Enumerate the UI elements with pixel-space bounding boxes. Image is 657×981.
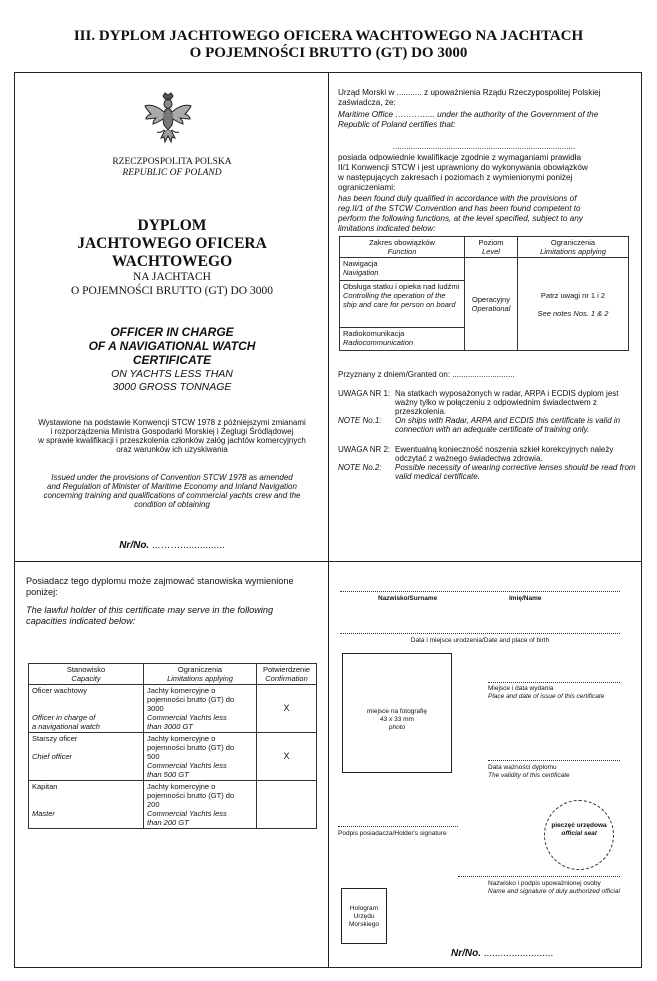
qualification-pl-2: II/1 Konwencji STCW i jest uprawniony do wykonywania obowiązków xyxy=(338,163,588,172)
title-en-line-1: OFFICER IN CHARGE xyxy=(110,325,234,339)
center-fold-line xyxy=(328,72,329,968)
limitations-cell: Jachty komercyjne o pojemności brutto (GT) do 200 Commercial Yachts less than 200 GT xyxy=(144,781,257,829)
official-dotted-line xyxy=(458,876,620,877)
seal-label-2: official seal xyxy=(561,830,597,837)
certificate-number-front-value: ...……................ xyxy=(151,540,225,551)
function-radiocommunication: Radiokomunikacja Radiocommunication xyxy=(340,328,465,351)
issued-pl-line-2: i rozporządzenia Ministra Gospodarki Morskiej i Żeglugi Śródlądowej xyxy=(50,427,294,436)
title-en-line-3: CERTIFICATE xyxy=(132,353,212,367)
holder-name-dotted-line: .................................................................................. xyxy=(392,142,576,151)
certificate-number-back-value: ......................... xyxy=(483,948,554,959)
qualification-en-2: reg.II/1 of the STCW Convention and has been found competent to xyxy=(338,204,581,213)
qualification-en-3: perform the following functions, at the level specified, subject to any xyxy=(338,214,583,223)
subtitle-pl-line-2: O POJEMNOŚCI BRUTTO (GT) DO 3000 xyxy=(70,285,273,297)
note1-pl-3: przeszkolenia. xyxy=(395,407,447,416)
middle-fold-line xyxy=(14,561,642,562)
document-title-line-2: O POJEMNOŚCI BRUTTO (GT) DO 3000 xyxy=(189,45,468,61)
signature-dotted-line xyxy=(338,826,458,827)
capacities-table xyxy=(28,663,317,829)
note1-en-1: On ships with Radar, ARPA and ECDIS this certificate is valid in xyxy=(395,416,621,425)
office-line-pl-2: zaświadcza, że: xyxy=(338,98,396,107)
issued-en-line-4: condition of obtaining xyxy=(134,500,210,509)
note2-label-en: NOTE No.2: xyxy=(338,463,382,472)
confirmation-cell: X xyxy=(257,733,317,781)
limitations-cell: Jachty komercyjne o pojemności brutto (GT) do 500 Commercial Yachts less than 500 GT xyxy=(144,733,257,781)
table-row xyxy=(29,781,317,829)
confirmation-cell xyxy=(257,781,317,829)
limitations-cell: Patrz uwagi nr 1 i 2 See notes Nos. 1 & 2 xyxy=(518,258,629,351)
functions-table-header xyxy=(340,237,629,258)
function-header: Zakres obowiązków Function xyxy=(340,237,465,258)
note1-en-2: connection with an adequate certificate of training only. xyxy=(395,425,590,434)
hologram-label-2: Urzędu xyxy=(353,913,375,920)
capacities-en-2: capacities indicated below: xyxy=(26,616,136,626)
limitations-header: Ograniczenia Limitations applying xyxy=(518,237,629,258)
issued-en-line-3: concerning training and qualifications of commercial yachts crew and the xyxy=(43,491,301,500)
issued-en-line-1: Issued under the provisions of Convention STCW 1978 as amended xyxy=(51,473,293,482)
note2-label-pl: UWAGA NR 2: xyxy=(338,445,391,454)
note1-pl-1: Na statkach wyposażonych w radar, ARPA i ECDIS dyplom jest xyxy=(395,389,619,398)
official-label-pl: Nazwisko i podpis upoważnionej osoby xyxy=(488,880,601,887)
note1-pl-2: ważny tylko w połączeniu z odpowiednim świadectwem z xyxy=(395,398,597,407)
issued-pl-line-3: w sprawie kwalifikacji i przeszkolenia członków załóg jachtów komercyjnych xyxy=(38,436,306,445)
subtitle-en-line-2: 3000 GROSS TONNAGE xyxy=(112,381,232,393)
limitations-cell: Jachty komercyjne o pojemności brutto (GT) do 3000 Commercial Yachts less than 3000 GT xyxy=(144,685,257,733)
capacity-header: Stanowisko Capacity xyxy=(29,664,144,685)
photo-label-3: photo xyxy=(388,724,406,731)
title-pl-line-3: WACHTOWEGO xyxy=(111,253,233,270)
note2-pl-1: Ewentualną konieczność noszenia szkieł korekcyjnych należy xyxy=(395,445,614,454)
dob-dotted-line xyxy=(340,633,620,634)
issue-label-en: Place and date of issue of this certificate xyxy=(488,693,605,700)
granted-on: Przyznany z dniem/Granted on: ............................ xyxy=(338,370,515,379)
title-en-line-2: OF A NAVIGATIONAL WATCH xyxy=(88,339,256,353)
capacities-en-1: The lawful holder of this certificate may serve in the following xyxy=(26,605,274,615)
function-ship-operation: Obsługa statku i opieka nad ludźmi Controlling the operation of the ship and care for person on board xyxy=(340,281,465,328)
validity-label-pl: Data ważności dyplomu xyxy=(488,764,557,771)
note2-en-2: valid medical certificate. xyxy=(395,472,480,481)
capacity-limitations-header: Ograniczenia Limitations applying xyxy=(144,664,257,685)
confirmation-header: Potwierdzenie Confirmation xyxy=(257,664,317,685)
issued-pl-line-4: oraz warunków ich uzyskiwania xyxy=(116,445,228,454)
document-title-line-1: III. DYPLOM JACHTOWEGO OFICERA WACHTOWEGO NA JACHTACH xyxy=(73,28,584,44)
validity-dotted-line xyxy=(488,760,620,761)
level-cell: Operacyjny Operational xyxy=(465,258,518,351)
issued-en-line-2: and Regulation of Minister of Maritime Economy and Inland Navigation xyxy=(47,482,297,491)
qualification-en-1: has been found duly qualified in accordance with the provisions of xyxy=(338,194,577,203)
table-row xyxy=(29,685,317,733)
capacities-pl-1: Posiadacz tego dyplomu może zajmować stanowiska wymienione xyxy=(26,576,294,586)
capacity-cell: Oficer wachtowy Officer in charge of a navigational watch xyxy=(29,685,144,733)
qualification-en-4: limitations indicated below: xyxy=(338,224,436,233)
hologram-label-3: Morskiego xyxy=(349,921,379,928)
office-line-pl-1: Urząd Morski w ........... z upoważnienia Rządu Rzeczypospolitej Polskiej xyxy=(338,88,601,97)
name-dotted-line xyxy=(340,591,620,592)
seal-label-1: pieczęć urzędowa xyxy=(551,822,607,829)
title-pl-line-1: DYPLOM xyxy=(137,217,207,234)
note2-en-1: Possible necessity of wearing corrective lenses should be read from xyxy=(395,463,636,472)
functions-table xyxy=(339,236,629,351)
subtitle-en-line-1: ON YACHTS LESS THAN xyxy=(111,368,233,380)
function-navigation: Nawigacja Navigation xyxy=(340,258,465,281)
capacity-cell: Starszy oficer Chief officer xyxy=(29,733,144,781)
issue-dotted-line xyxy=(488,682,620,683)
office-line-en-1: Maritime Office …………... under the authority of the Government of the xyxy=(338,110,599,119)
holder-signature-label: Podpis posiadacza/Holder's signature xyxy=(338,830,447,837)
qualification-pl-3: w następujących zakresach i poziomach z wymienionymi poniżej xyxy=(338,173,573,182)
qualification-pl-1: posiada odpowiednie kwalifikacje zgodnie z wymaganiami prawidła xyxy=(338,153,582,162)
republic-name-pl: RZECZPOSPOLITA POLSKA xyxy=(112,157,232,167)
confirmation-cell: X xyxy=(257,685,317,733)
name-label: Imię/Name xyxy=(509,595,542,602)
capacities-pl-2: poniżej: xyxy=(26,587,58,597)
validity-label-en: The validity of this certificate xyxy=(488,772,570,779)
capacity-cell: Kapitan Master xyxy=(29,781,144,829)
qualification-pl-4: ograniczeniami: xyxy=(338,183,396,192)
note2-pl-2: odczytać z ważnego świadectwa zdrowia. xyxy=(395,454,543,463)
issue-label-pl: Miejsce i data wydania xyxy=(488,685,554,692)
table-row xyxy=(29,733,317,781)
certificate-number-back: Nr/No. ......................... xyxy=(451,948,554,959)
photo-label-1: miejsce na fotografię xyxy=(367,708,427,715)
eagle-emblem-icon xyxy=(143,92,193,144)
subtitle-pl-line-1: NA JACHTACH xyxy=(133,271,211,283)
photo-label-2: 43 x 33 mm xyxy=(380,716,414,723)
note1-label-pl: UWAGA NR 1: xyxy=(338,389,391,398)
republic-name-en: REPUBLIC OF POLAND xyxy=(122,168,222,178)
official-label-en: Name and signature of duly authorized official xyxy=(488,888,620,895)
surname-label: Nazwisko/Surname xyxy=(378,595,438,602)
hologram-label-1: Hologram xyxy=(349,905,379,912)
note1-label-en: NOTE No.1: xyxy=(338,416,382,425)
title-pl-line-2: JACHTOWEGO OFICERA xyxy=(77,235,267,252)
office-line-en-2: Republic of Poland certifies that: xyxy=(338,120,456,129)
level-header: Poziom Level xyxy=(465,237,518,258)
certificate-number-front: Nr/No. ...……................ xyxy=(119,540,225,551)
table-row xyxy=(340,258,629,281)
capacities-table-header xyxy=(29,664,317,685)
dob-label: Data i miejsce urodzenia/Date and place of birth xyxy=(410,637,550,644)
issued-pl-line-1: Wystawione na podstawie Konwencji STCW 1978 z późniejszymi zmianami xyxy=(38,418,306,427)
